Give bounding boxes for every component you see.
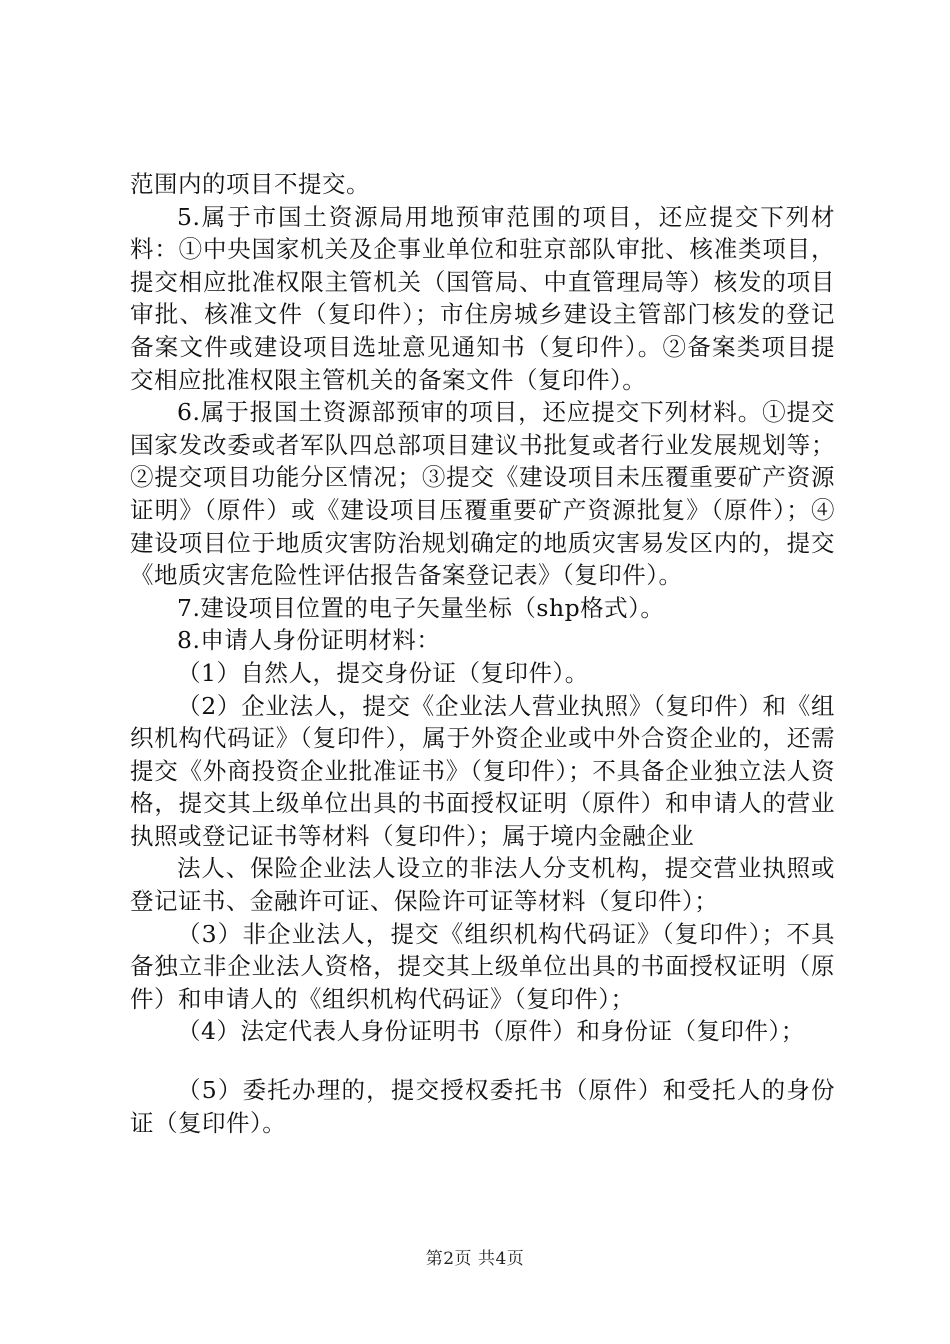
paragraph-item-5: 5.属于市国土资源局用地预审范围的项目，还应提交下列材料：①中央国家机关及企事业单位和驻京部队审批、核准类项目，提交相应批准权限主管机关（国管局、中直管理局等）核发的项目审批、核准文件（复印件）；市住房城乡建设主管部门核发的登记备案文件或建设项目选址意见通知书（复印件）。②备案类项目提交相应批准权限主管机关的备案文件（复印件）。 <box>130 202 835 394</box>
paragraph-item-6: 6.属于报国土资源部预审的项目，还应提交下列材料。①提交国家发改委或者军队四总部项目建议书批复或者行业发展规划等；②提交项目功能分区情况；③提交《建设项目未压覆重要矿产资源证明》（原件）或《建设项目压覆重要矿产资源批复》（原件）；④建设项目位于地质灾害防治规划确定的地质灾害易发区内的，提交《地质灾害危险性评估报告备案登记表》（复印件）。 <box>130 398 835 590</box>
paragraph-sub-2: （2）企业法人，提交《企业法人营业执照》（复印件）和《组织机构代码证》（复印件），属于外资企业或中外合资企业的，还需提交《外商投资企业批准证书》（复印件）；不具备企业独立法人资格，提交其上级单位出具的书面授权证明（原件）和申请人的营业执照或登记证书等材料（复印件）；属于境内金融企业 <box>130 691 835 850</box>
paragraph-item-7: 7.建设项目位置的电子矢量坐标（shp格式）。 <box>177 593 665 622</box>
paragraph-sub-2-continued: 法人、保险企业法人设立的非法人分支机构，提交营业执照或登记证书、金融许可证、保险许可证等材料（复印件）； <box>130 854 835 916</box>
paragraph-sub-5: （5）委托办理的，提交授权委托书（原件）和受托人的身份证（复印件）。 <box>130 1076 835 1137</box>
page-number-footer: 第2页 共4页 <box>425 1249 525 1269</box>
paragraph-continuation: 范围内的项目不提交。 <box>130 170 370 198</box>
document-body <box>130 168 835 1139</box>
paragraph-sub-1: （1）自然人，提交身份证（复印件）。 <box>177 658 589 687</box>
paragraph-sub-4: （4）法定代表人身份证明书（原件）和身份证（复印件）； <box>177 1017 805 1046</box>
paragraph-sub-3: （3）非企业法人，提交《组织机构代码证》（复印件）；不具备独立非企业法人资格，提交其上级单位出具的书面授权证明（原件）和申请人的《组织机构代码证》（复印件）； <box>130 919 835 1013</box>
paragraph-item-8: 8.申请人身份证明材料： <box>177 626 441 655</box>
